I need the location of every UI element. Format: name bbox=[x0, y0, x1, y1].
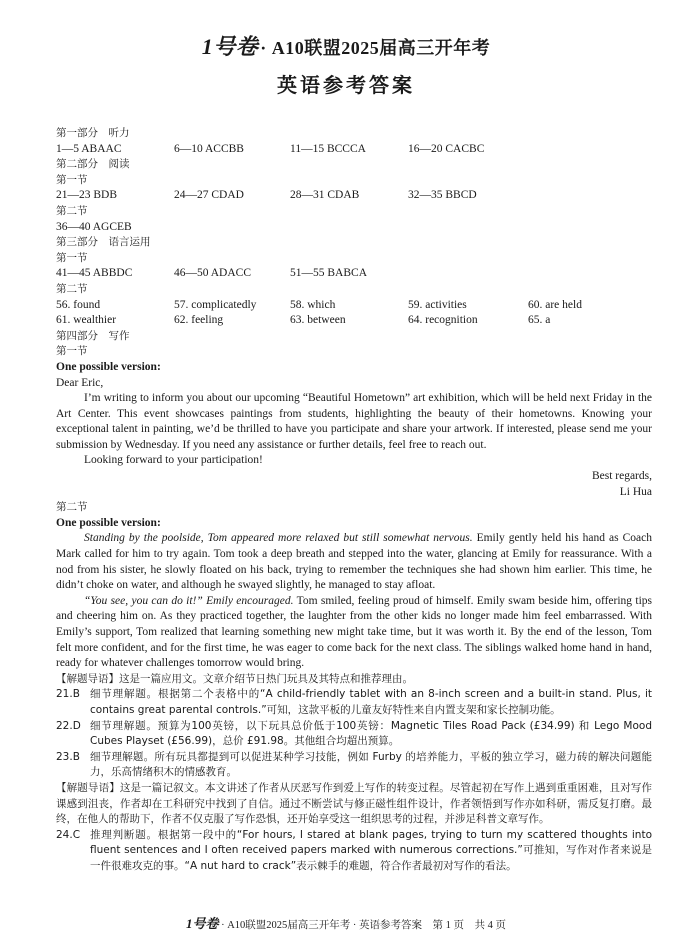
part3-section2-title: 第二节 bbox=[56, 282, 88, 295]
answer-content bbox=[56, 126, 652, 875]
explanation-item: 22.D 细节理解题。预算为100英镑，以下玩具总价低于100英镑：Magnetic Tiles Road Pack (£34.99) 和 Lego Mood Cubes Playset (£56.99)，总价 £91.98。其他组合均超出预算。 bbox=[56, 719, 652, 748]
letter-sign-regards: Best regards, bbox=[591, 470, 652, 483]
explanation-item: 21.B 细节理解题。根据第二个表格中的“A child-friendly tablet with an 8-inch screen and a built-in stand. Plus, it contains great parental controls.”可知，这款平板的儿童友好特性来自内置支架和家长控制功能。 bbox=[56, 688, 652, 716]
page-header bbox=[0, 30, 692, 98]
story-paragraph-1: Standing by the poolside, Tom appeared more relaxed but still somewhat nervous. Emily gently held his hand as Coach Mark called for him to try again. Tom took a deep breath and stepped into the water, glancing at Emily for reassurance. With a nod from his sister, he slowly floated on his back, trying to remember the techniques she had shown him earlier. This time, he didn’t choke on water, and although he swayed slightly, he managed to stay afloat. bbox=[56, 532, 652, 592]
explanation-item: 24.C 推理判断题。根据第一段中的“For hours, I stared at blank pages, trying to turn my scattered thoughts into fluent sentences and I often received papers marked with numerous corrections.”可推知，写作对作者来说是一件很难攻克的事。“A nut hard to crack”表示棘手的难题，符合作者最初对写作的看法。 bbox=[56, 828, 652, 872]
footer-brand-logo: 1号卷 bbox=[185, 916, 219, 931]
part2-section1-title: 第一节 bbox=[56, 173, 88, 186]
part2-answers: 21—23 BDB 24—27 CDAD 28—31 CDAB 32—35 BBCD bbox=[56, 189, 477, 202]
part2-title: 第二部分 阅读 bbox=[56, 158, 130, 171]
letter-greeting: Dear Eric, bbox=[56, 376, 104, 389]
letter-sign-name: Li Hua bbox=[619, 485, 652, 498]
letter-closing: Looking forward to your participation! bbox=[84, 454, 263, 467]
page-footer bbox=[0, 913, 692, 932]
footer-text: · A10联盟2025届高三开年考 · 英语参考答案 第 1 页 共 4 页 bbox=[221, 920, 507, 931]
writing2-label: One possible version: bbox=[56, 516, 161, 529]
part3-answers: 41—45 ABBDC 46—50 ADACC 51—55 BABCA bbox=[56, 267, 367, 280]
answer-key-title: 英语参考答案 bbox=[277, 75, 415, 97]
part3-title: 第三部分 语言运用 bbox=[56, 236, 151, 249]
part1-answers: 1—5 ABAAC 6—10 ACCBB 11—15 BCCCA 16—20 CACBC bbox=[56, 142, 485, 155]
part3-section1-title: 第一节 bbox=[56, 251, 88, 264]
explanation-item: 23.B 细节理解题。所有玩具都提到可以促进某种学习技能，例如 Furby 的培养能力，平板的独立学习，磁力砖的解决问题能力，乐高情绪积木的情感教育。 bbox=[56, 750, 652, 779]
part3-section2-row2: 61. wealthier 62. feeling 63. between 64. recognition 65. a bbox=[56, 314, 551, 327]
part2-section2-title: 第二节 bbox=[56, 204, 88, 217]
story-paragraph-2: “You see, you can do it!” Emily encouraged. Tom smiled, feeling proud of himself. Emily swam beside him, offering tips and cheering him on. As they practiced together, the laughter from the other kids no longer made him feel embarrassed. With Emily’s support, Tom realized that learning something new might take time, but it was worth it. By the end of the lesson, Tom felt more confident, and for the first time, he was eager to come back for the next class. The siblings walked home hand in hand, ready for whatever challenges tomorrow would bring. bbox=[56, 594, 652, 670]
part2-section2-answers: 36—40 AGCEB bbox=[56, 220, 132, 233]
exam-title: 1号卷 · A10联盟2025届高三开年考 bbox=[201, 34, 491, 59]
part4-section1-title: 第一节 bbox=[56, 345, 88, 358]
explanation-guide-2: 【解题导语】这是一篇记叙文。本文讲述了作者从厌恶写作到爱上写作的转变过程。尽管起初在写作上遇到重重困难，且对写作课感到沮丧，作者却在工科研究中找到了自信。通过不断尝试与修正磁性组件设计，作者领悟到写作亦如科研，需反复打磨。最终，在他人的帮助下，作者不仅克服了写作恐惧，还开始享受这一组织思考的过程，并涉足科普文章写作。 bbox=[56, 781, 652, 826]
part4-title: 第四部分 写作 bbox=[56, 329, 130, 342]
writing1-label: One possible version: bbox=[56, 360, 161, 373]
brand-logo: 1号卷 bbox=[201, 34, 259, 59]
part1-title: 第一部分 听力 bbox=[56, 127, 130, 139]
writing2-section-title: 第二节 bbox=[56, 501, 88, 514]
letter-body: I’m writing to inform you about our upcoming “Beautiful Hometown” art exhibition, which will be held next Friday in the Art Center. This event showcases paintings from students, highlighting the beauty of their hometowns. Knowing your exceptional talent in painting, we’d be thrilled to have you participate and share your artwork. If interested, please send me your submission by Wednesday. If you need any assistance or further details, feel free to reach out. bbox=[56, 392, 652, 451]
explanation-guide-1: 【解题导语】这是一篇应用文。文章介绍节日热门玩具及其特点和推荐理由。 bbox=[56, 672, 413, 685]
part3-section2-row1: 56. found 57. complicatedly 58. which 59. activities 60. are held bbox=[56, 298, 582, 311]
